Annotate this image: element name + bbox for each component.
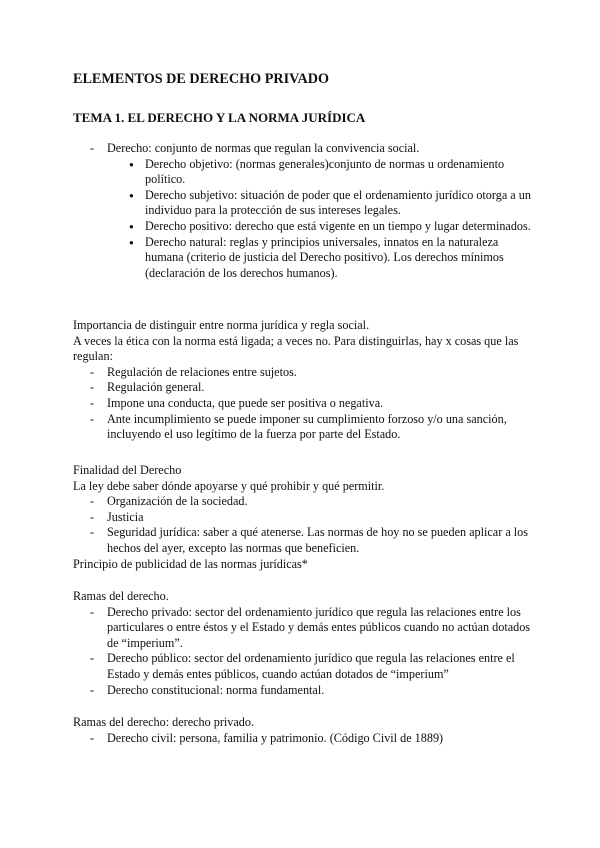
section-heading: Ramas del derecho. xyxy=(73,589,169,603)
dash-list xyxy=(73,365,533,443)
dash-list xyxy=(73,605,533,699)
list-item: - Derecho civil: persona, familia y patrimonio. (Código Civil de 1889) xyxy=(73,731,533,747)
section-heading: Ramas del derecho: derecho privado. xyxy=(73,715,255,729)
section-norma-vs-regla xyxy=(73,318,533,443)
document-title: ELEMENTOS DE DERECHO PRIVADO xyxy=(73,71,330,87)
bullet-item: ● Derecho objetivo: (normas generales)conjunto de normas u ordenamiento político. xyxy=(145,157,533,188)
list-item: - Ante incumplimiento se puede imponer su cumplimiento forzoso y/o una sanción, incluyendo el uso legítimo de la fuerza por parte del Estado. xyxy=(73,412,533,443)
bullet-item: ● Derecho natural: reglas y principios universales, innatos en la naturaleza humana (criterio de justicia del Derecho positivo). Los derechos mínimos (declaración de los derechos humanos). xyxy=(145,235,533,282)
list-item: - Derecho constitucional: norma fundamental. xyxy=(73,683,533,699)
list-item: - Regulación de relaciones entre sujetos. xyxy=(73,365,533,381)
topic-title: TEMA 1. EL DERECHO Y LA NORMA JURÍDICA xyxy=(73,110,366,125)
dash-list xyxy=(73,731,533,747)
section-derecho xyxy=(73,141,533,281)
dash-list xyxy=(73,494,533,556)
bullet-item: ● Derecho positivo: derecho que está vigente en un tiempo y lugar determinados. xyxy=(145,219,533,235)
section-finalidad xyxy=(73,463,533,572)
list-item: - Derecho: conjunto de normas que regulan la convivencia social. xyxy=(73,141,533,157)
bullet-list xyxy=(73,157,533,282)
list-item: - Regulación general. xyxy=(73,380,533,396)
list-item: - Impone una conducta, que puede ser positiva o negativa. xyxy=(73,396,533,412)
section-ramas xyxy=(73,589,533,698)
list-item: - Organización de la sociedad. xyxy=(73,494,533,510)
section-heading: Finalidad del Derecho xyxy=(73,463,182,477)
paragraph: Importancia de distinguir entre norma jurídica y regla social. xyxy=(73,318,370,332)
paragraph: La ley debe saber dónde apoyarse y qué prohibir y qué permitir. xyxy=(73,478,385,493)
bullet-item: ● Derecho subjetivo: situación de poder que el ordenamiento jurídico otorga a un individuo para la protección de sus intereses legales. xyxy=(145,188,533,219)
dash-list xyxy=(73,141,533,157)
list-item: - Derecho privado: sector del ordenamiento jurídico que regula las relaciones entre los particulares o entre éstos y el Estado y demás entes públicos cuando no actúan dotados de “imperium”. xyxy=(73,605,533,652)
list-item: - Justicia xyxy=(73,510,533,526)
paragraph: Principio de publicidad de las normas jurídicas* xyxy=(73,556,308,571)
list-item: - Derecho público: sector del ordenamiento jurídico que regula las relaciones entre el Estado y demás entes públicos, cuando actúan dotados de “imperium” xyxy=(73,651,533,682)
section-derecho-privado xyxy=(73,715,533,746)
list-item: - Seguridad jurídica: saber a qué atenerse. Las normas de hoy no se pueden aplicar a los hechos del ayer, excepto las normas que beneficien. xyxy=(73,525,533,556)
paragraph: A veces la ética con la norma está ligada; a veces no. Para distinguirlas, hay x cosas que las regulan: xyxy=(73,333,519,364)
